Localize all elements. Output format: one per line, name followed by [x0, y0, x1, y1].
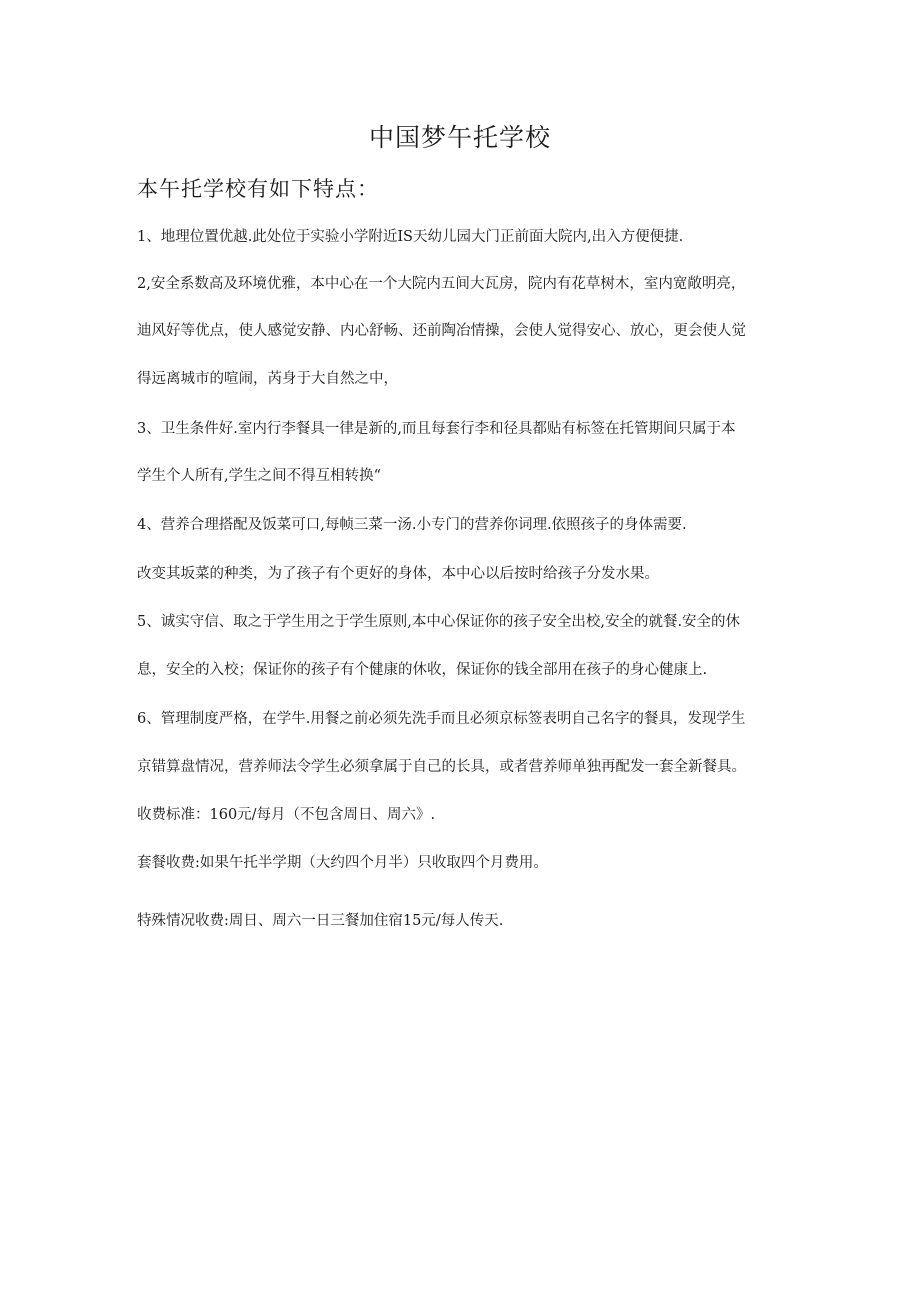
paragraph-line: 2,安全系数高及环境优雅，本中心在一个大院内五间大瓦房，院内有花草树木，室内宽敞明亮， — [137, 276, 746, 292]
paragraph-line: 3、卫生条件好.室内行李餐具一律是新的,而且每套行李和径具都贴有标签在托管期间只属于本 — [137, 421, 736, 437]
special-fee-line: 特殊情况收费:周日、周六一日三餐加住宿15元/每人传天. — [137, 913, 504, 929]
paragraph-line: 改变其坂菜的种类，为了孩子有个更好的身体，本中心以后按时给孩子分发水果。 — [137, 566, 659, 582]
document-title: 中国梦午托学校 — [368, 123, 551, 152]
document-subtitle: 本午托学校有如下特点： — [137, 177, 379, 201]
paragraph-line: 京错算盘情况，营养师法令学生必须拿属于自己的长具，或者营养师单独再配发一套全新餐具。 — [137, 759, 746, 775]
fee-standard-line: 收费标准：160元/每月（不包含周日、周六》. — [137, 807, 436, 823]
paragraph-line: 学生个人所有,学生之间不得互相转换“ — [137, 468, 382, 484]
paragraph-line: 息，安全的入校；保证你的孩子有个健康的休收，保证你的钱全部用在孩子的身心健康上. — [137, 662, 708, 678]
package-fee-line: 套餐收费:如果午托半学期（大约四个月半）只收取四个月费用。 — [137, 855, 548, 871]
paragraph-line: 5、诚实守信、取之于学生用之于学生原则,本中心保证你的孩子安全出校,安全的就餐.安全的休 — [137, 614, 741, 630]
paragraph-line: 6、管理制度严格，在学牛.用餐之前必须先洗手而且必须京标签表明自己名字的餐具，发现学生 — [137, 711, 746, 727]
paragraph-line: 1、地理位置优越.此处位于实验小学附近IS天幼儿园大门正前面大院内,出入方便便捷. — [137, 229, 684, 245]
paragraph-line: 迪风好等优点，使人感觉安静、内心舒畅、还前陶冶情操，会使人觉得安心、放心，更会使人觉 — [137, 323, 746, 339]
paragraph-line: 4、营养合理搭配及饭菜可口,每帧三菜一汤.小专门的营养你词理.依照孩子的身体需要. — [137, 517, 687, 533]
paragraph-line: 得远离城市的喧闹，芮身于大自然之中， — [137, 371, 398, 387]
